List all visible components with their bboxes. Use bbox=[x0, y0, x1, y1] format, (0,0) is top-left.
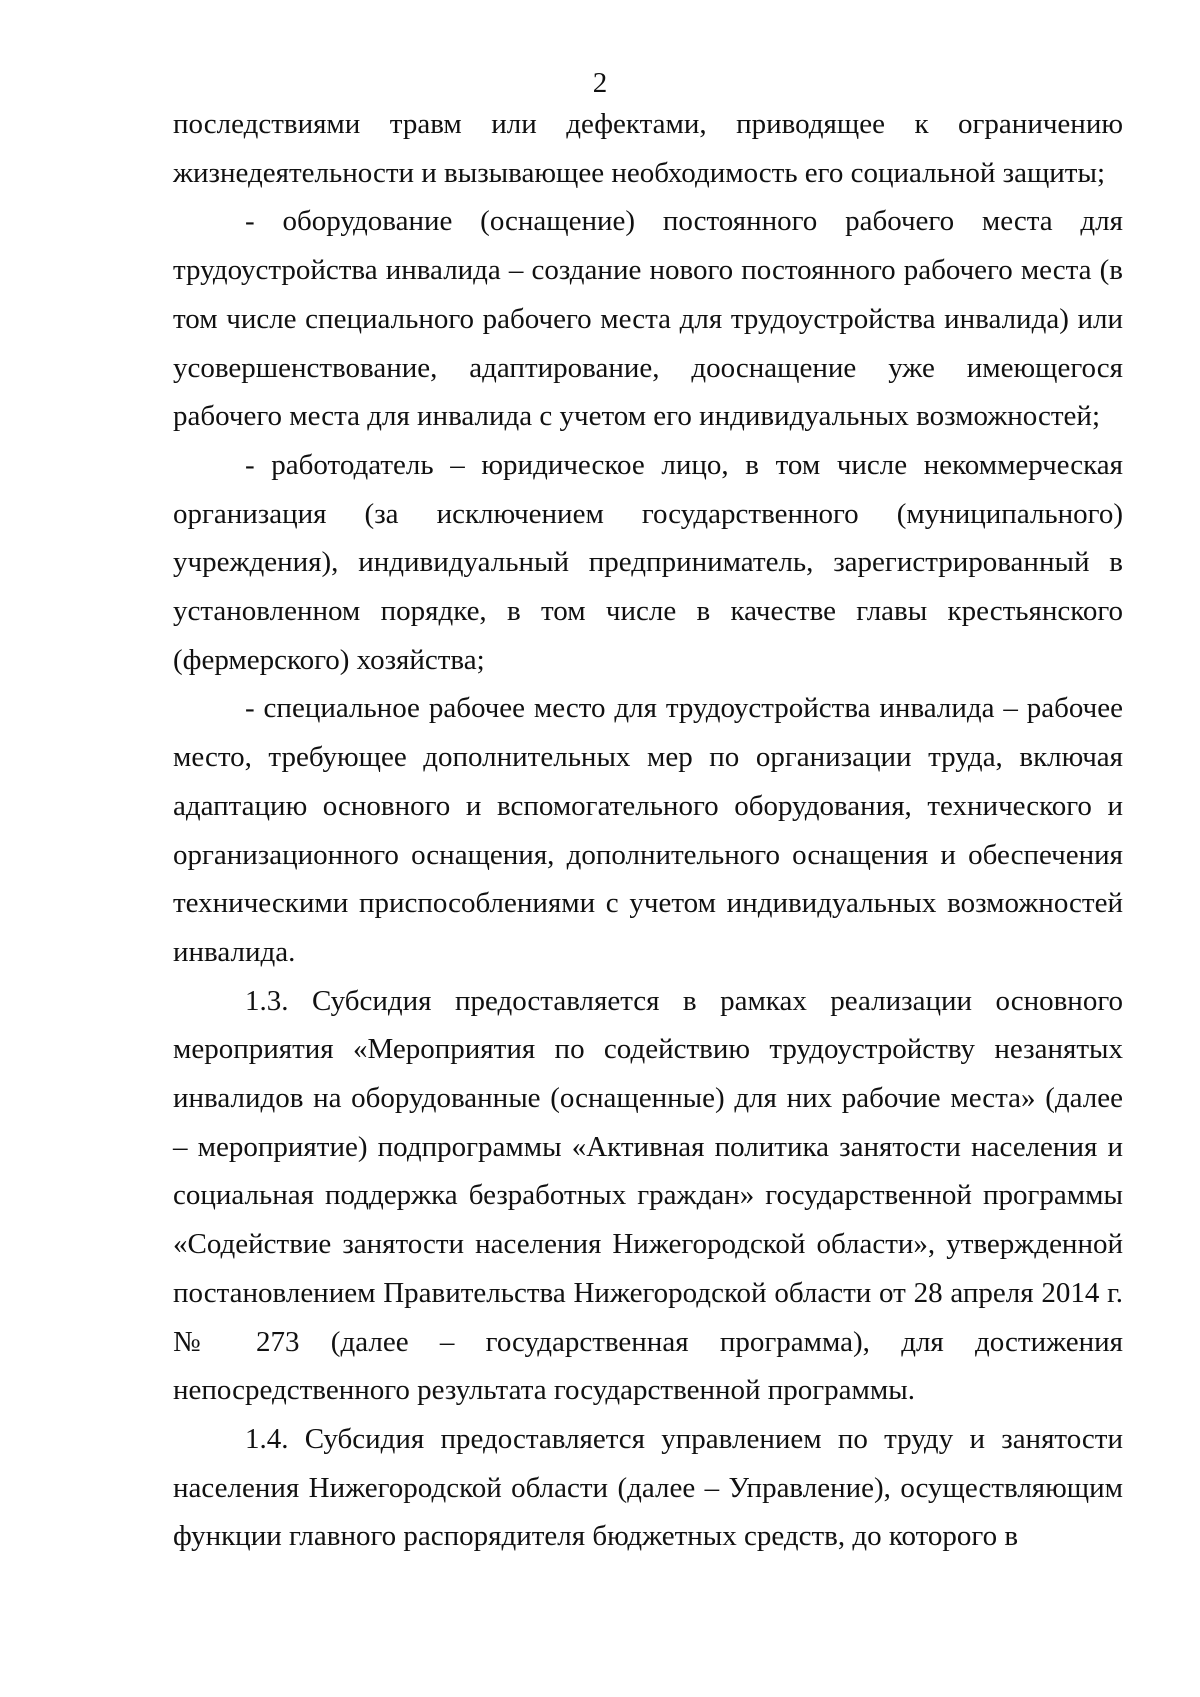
paragraph-employer-definition: - работодатель – юридическое лицо, в том числе некоммерческая организация (за исключением государственного (муниципального) учреждения), индивидуальный предприниматель, зарегистрированный в установленном порядке, в том числе в качестве главы крестьянского (фермерского) хозяйства; bbox=[173, 448, 1123, 676]
paragraph-equipment-definition: - оборудование (оснащение) постоянного рабочего места для трудоустройства инвалида – создание нового постоянного рабочего места (в том числе специального рабочего места для трудоустройства инвалида) или усовершенствование, адаптирование, дооснащение уже имеющегося рабочего места для инвалида с учетом его индивидуальных возможностей; bbox=[173, 205, 1123, 433]
paragraph-clause-1-4: 1.4. Субсидия предоставляется управлением по труду и занятости населения Нижегородской области (далее – Управление), осуществляющим функции главного распорядителя бюджетных средств, до которого в bbox=[173, 1422, 1123, 1553]
paragraph-special-workplace-definition: - специальное рабочее место для трудоустройства инвалида – рабочее место, требующее дополнительных мер по организации труда, включая адаптацию основного и вспомогательного оборудования, технического и организационного оснащения, дополнительного оснащения и обеспечения техническими приспособлениями с учетом индивидуальных возможностей инвалида. bbox=[173, 692, 1123, 968]
paragraph-continuation: последствиями травм или дефектами, приводящее к ограничению жизнедеятельности и вызывающее необходимость его социальной защиты; bbox=[173, 108, 1123, 189]
page-number: 2 bbox=[592, 67, 608, 99]
document-body bbox=[173, 100, 1123, 1561]
paragraph-clause-1-3: 1.3. Субсидия предоставляется в рамках реализации основного мероприятия «Мероприятия по содействию трудоустройству незанятых инвалидов на оборудованные (оснащенные) для них рабочие места» (далее – мероприятие) подпрограммы «Активная политика занятости населения и социальная поддержка безработных граждан» государственной программы «Содействие занятости населения Нижегородской области», утвержденной постановлением Правительства Нижегородской области от 28 апреля 2014 г. № 273 (далее – государственная программа), для достижения непосредственного результата государственной программы. bbox=[173, 984, 1123, 1407]
